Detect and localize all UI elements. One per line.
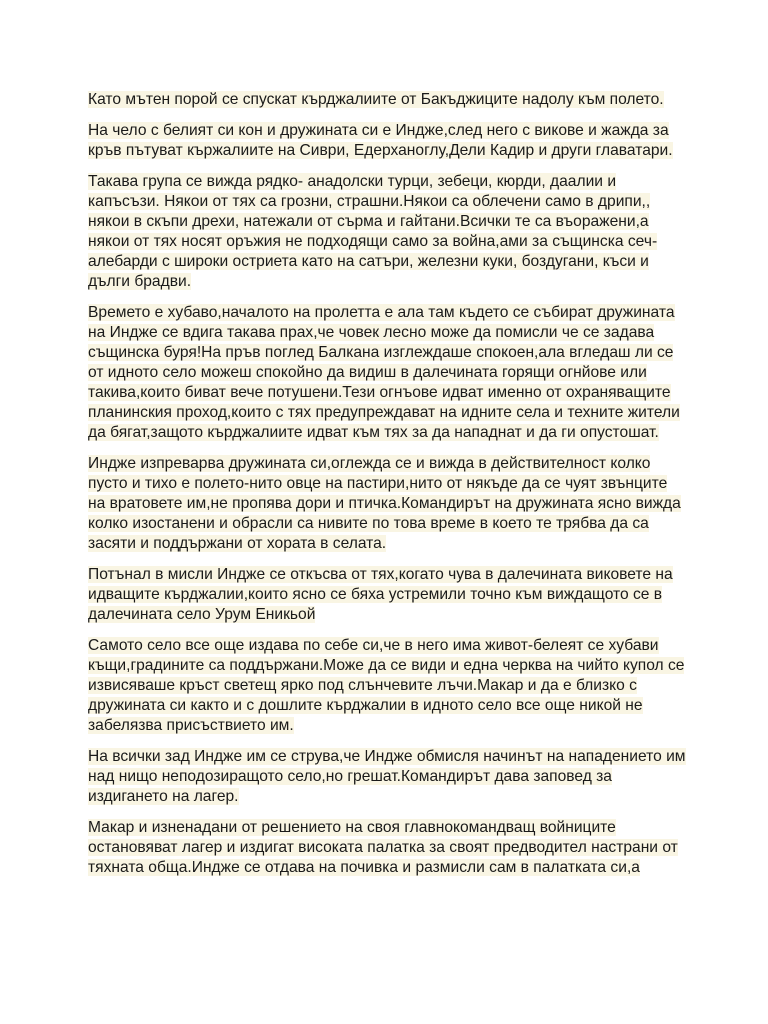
paragraph-4-text: Времето е хубаво,началото на пролетта е ала там където се събират дружината на Индже се вдига такава прах,че човек лесно може да помисли че се задава същинска буря!На пръв поглед Балкана изглеждаше спокоен,ала вгледаш ли се от идното село можеш спокойно да видиш в далечината горящи огнйове или такива,които биват вече потушени.Тези огнъове идват именно от охраняващите планинския проход,които с тях предупреждават на идните села и техните жители да бягат,защото кърджалиите идват към тях за да нападнат и да ги опустошат. bbox=[88, 304, 680, 441]
paragraph-6 bbox=[88, 565, 688, 625]
paragraph-5-text: Индже изпреварва дружината си,оглежда се и вижда в действителност колко пусто и тихо е полето-нито овце на пастири,нито от някъде да се чуят звънците на вратовете им,не пропява дори и птичка.Командирът на дружината ясно вижда колко изостанени и обрасли са нивите по това време в което те трябва да са засяти и поддържани от хората в селата. bbox=[88, 455, 681, 552]
paragraph-2 bbox=[88, 121, 688, 161]
paragraph-9 bbox=[88, 818, 688, 878]
paragraph-7-text: Самото село все още издава по себе си,че в него има живот-белеят се хубави къщи,градините са поддържани.Може да се види и една черква на чийто купол се извисяваше кръст светещ ярко под слънчевите лъчи.Макар и да е близко с дружината си както и с дошлите кърджалии в идното село все още никой не забелязва присъствието им. bbox=[88, 637, 685, 734]
paragraph-5 bbox=[88, 454, 688, 554]
paragraph-8 bbox=[88, 747, 688, 807]
document-page bbox=[88, 90, 688, 889]
paragraph-6-text: Потънал в мисли Индже се откъсва от тях,когато чува в далечината виковете на идващите кърджалии,които ясно се бяха устремили точно към виждащото се в далечината село Урум Еникьой bbox=[88, 566, 673, 623]
paragraph-1 bbox=[88, 90, 688, 110]
paragraph-3-text: Такава група се вижда рядко- анадолски турци, зебеци, кюрди, даалии и капъсъзи. Някои от тях са грозни, страшни.Някои са облечени само в дрипи,, някои в скъпи дрехи, натежали от сърма и гайтани.Всички те са въоражени,а някои от тях носят оръжия не подходящи само за война,ами за същинска сеч-алебарди с широки остриета като на сатъри, железни куки, боздугани, къси и дълги брадви. bbox=[88, 173, 658, 290]
paragraph-8-text: На всички зад Индже им се струва,че Индже обмисля начинът на нападението им над нищо неподозиращото село,но грешат.Командирът дава заповед за издигането на лагер. bbox=[88, 748, 686, 805]
paragraph-1-text: Като мътен порой се спускат кърджалиите от Бакъджиците надолу към полето. bbox=[88, 91, 664, 108]
paragraph-2-text: На чело с белият си кон и дружината си е Индже,след него с викове и жажда за кръв пътуват кържалиите на Сиври, Едерханоглу,Дели Кадир и други главатари. bbox=[88, 122, 673, 159]
paragraph-9-text: Макар и изненадани от решението на своя главнокомандващ войниците остановяват лагер и издигат високата палатка за своят предводител настрани от тяхната обща.Индже се отдава на почивка и размисли сам в палатката си,а bbox=[88, 819, 678, 876]
paragraph-4 bbox=[88, 303, 688, 443]
paragraph-3 bbox=[88, 172, 688, 292]
paragraph-7 bbox=[88, 636, 688, 736]
